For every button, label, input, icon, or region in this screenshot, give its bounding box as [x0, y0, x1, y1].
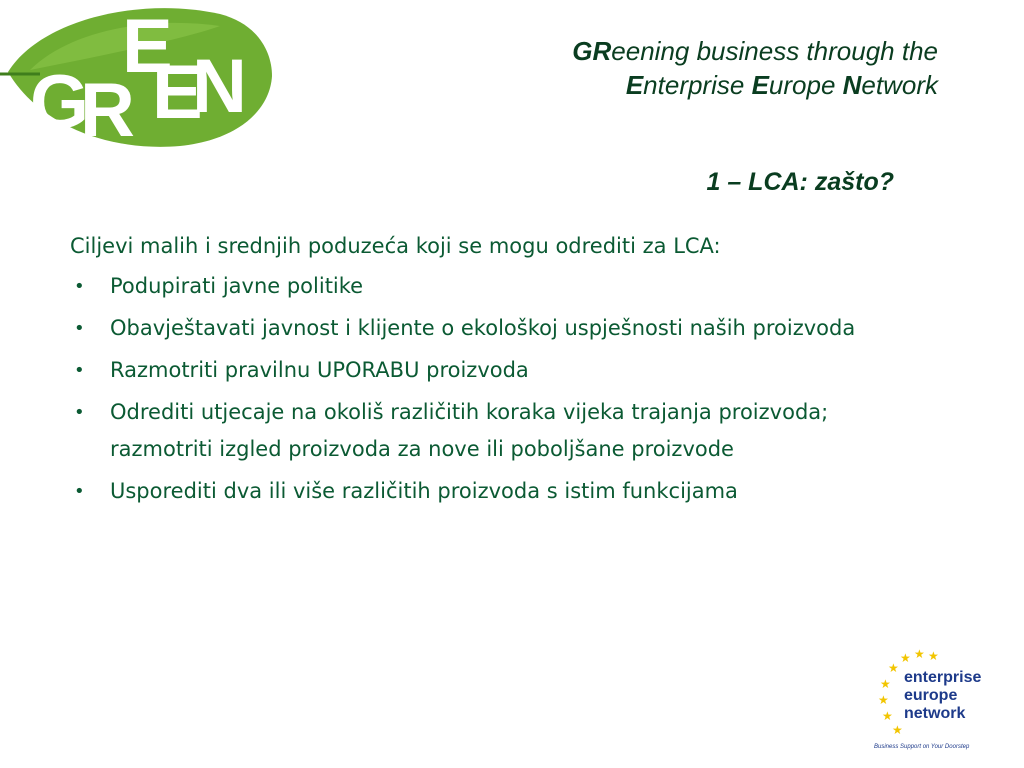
- star-icon: ★: [900, 651, 911, 665]
- bullet-glyph: •: [74, 481, 85, 502]
- logo-letter-r: R: [80, 68, 135, 150]
- bullet-glyph: •: [74, 360, 85, 381]
- star-icon: ★: [892, 723, 903, 737]
- een-line-1: enterprise: [904, 669, 982, 686]
- header-line-2-bold-3: N: [842, 70, 862, 100]
- bullet-text: Odrediti utjecaje na okoliš različitih koraka vijeka trajanja proizvoda; razmotriti izgled proizvoda za nove ili poboljšane proizvode: [110, 400, 829, 461]
- header-line-2-rest-3: etwork: [861, 70, 938, 100]
- bullet-glyph: •: [74, 276, 85, 297]
- star-icon: ★: [882, 709, 893, 723]
- bullet-glyph: •: [74, 318, 85, 339]
- logo-letter-g: G: [30, 60, 90, 145]
- star-icon: ★: [888, 661, 899, 675]
- star-icon: ★: [880, 677, 891, 691]
- bullet-item: [70, 394, 930, 468]
- star-icon: ★: [914, 648, 925, 661]
- header-line-2-rest-2: urope: [768, 70, 843, 100]
- header-line-2-bold-2: E: [751, 70, 769, 100]
- logo-letter-e2: E: [152, 50, 203, 135]
- header-line-2-bold-1: E: [625, 70, 644, 100]
- header-line-1: [572, 34, 938, 68]
- intro-text: Ciljevi malih i srednjih poduzeća koji se mogu odrediti za LCA:: [70, 234, 721, 258]
- bullet-list: [70, 268, 930, 510]
- bullet-text: Podupirati javne politike: [110, 274, 364, 298]
- header-line-1-rest: eening business through the: [611, 36, 938, 66]
- star-icon: ★: [878, 693, 889, 707]
- bullet-item: [70, 310, 930, 347]
- een-line-2: europe: [904, 687, 958, 704]
- header-line-1-bold: GR: [572, 36, 612, 66]
- star-icon: ★: [928, 649, 939, 663]
- bullet-item: [70, 268, 930, 305]
- logo-letter-n: N: [192, 44, 247, 129]
- slide-subtitle: 1 – LCA: zašto?: [706, 168, 894, 196]
- bullet-text: Razmotriti pravilnu UPORABU proizvoda: [110, 358, 529, 382]
- een-logo: [874, 648, 994, 758]
- bullet-item: [70, 473, 930, 510]
- bullet-item: [70, 352, 930, 389]
- slide-content: [70, 228, 930, 515]
- bullet-glyph: •: [74, 402, 85, 423]
- bullet-text: Obavještavati javnost i klijente o ekološkoj uspješnosti naših proizvoda: [110, 316, 856, 340]
- green-logo: [0, 0, 280, 150]
- header-line-2: [572, 68, 938, 102]
- header-line-2-rest-1: nterprise: [643, 70, 752, 100]
- een-tagline: Business Support on Your Doorstep: [874, 744, 970, 750]
- logo-letter-e1: E: [122, 4, 173, 89]
- bullet-text: Usporediti dva ili više različitih proizvoda s istim funkcijama: [110, 479, 738, 503]
- een-line-3: network: [904, 705, 966, 722]
- header-title: [572, 34, 938, 102]
